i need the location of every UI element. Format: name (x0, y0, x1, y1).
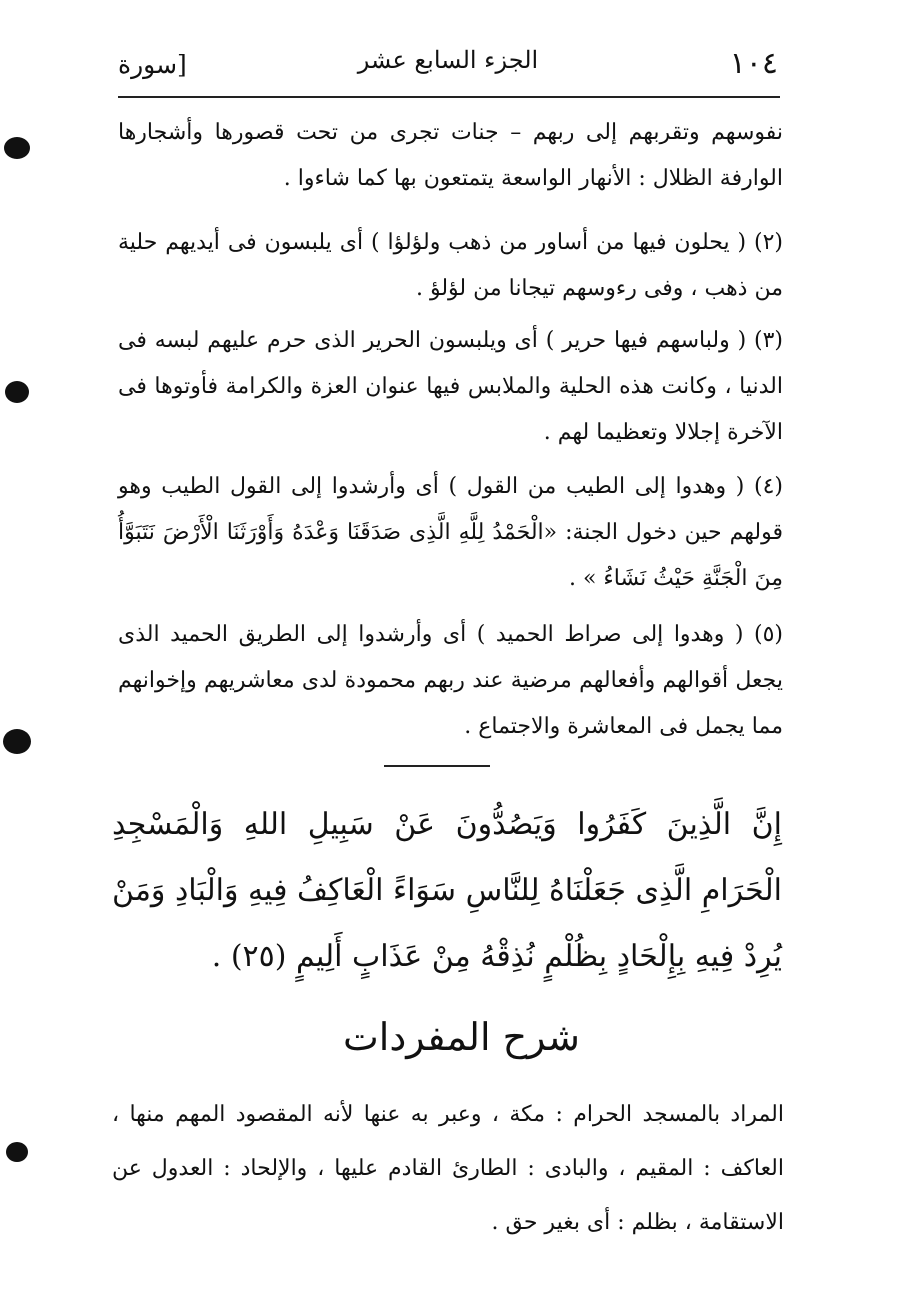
commentary-paragraph-5 (118, 612, 783, 750)
margin-ink-blot (3, 729, 31, 754)
paragraph-text: (٢) ( يحلون فيها من أساور من ذهب ولؤلؤا ) أى يلبسون فى أيديهم حلية من ذهب ، وفى رءوسهم تيجانا من لؤلؤ . (118, 230, 783, 301)
paragraph-text: (٤) ( وهدوا إلى الطيب من القول ) أى وأرشدوا إلى القول الطيب وهو قولهم حين دخول الجنة: «الْحَمْدُ لِلَّهِ الَّذِى صَدَقَنَا وَعْدَهُ وَأَوْرَثَنَا الْأَرْضَ نَتَبَوَّأُ مِنَ الْجَنَّةِ حَيْثُ نَشَاءُ » . (118, 474, 783, 591)
quran-verse: إِنَّ الَّذِينَ كَفَرُوا وَيَصُدُّونَ عَنْ سَبِيلِ اللهِ وَالْمَسْجِدِ الْحَرَامِ الَّذِى جَعَلْنَاهُ لِلنَّاسِ سَوَاءً الْعَاكِفُ فِيهِ وَالْبَادِ وَمَنْ يُرِدْ فِيهِ بِإِلْحَادٍ بِظُلْمٍ نُذِقْهُ مِنْ عَذَابٍ أَلِيمٍ (٢٥) . (112, 807, 782, 974)
margin-ink-blot (5, 381, 29, 403)
surah-label: [سورة (118, 50, 187, 79)
paragraph-text: (٣) ( ولباسهم فيها حرير ) أى ويلبسون الحرير الذى حرم عليهم لبسه فى الدنيا ، وكانت هذه الحلية والملابس فيها عنوان العزة والكرامة فأوتوها فى الآخرة إجلالا وتعظيما لهم . (118, 328, 783, 445)
page-header (118, 40, 778, 96)
paragraph-text: (٥) ( وهدوا إلى صراط الحميد ) أى وأرشدوا إلى الطريق الحميد الذى يجعل أقوالهم وأفعالهم مرضية عند ربهم محمودة لدى معاشريهم وإخوانهم مما يجمل فى المعاشرة والاجتماع . (118, 622, 783, 739)
paragraph-text: نفوسهم وتقربهم إلى ربهم – جنات تجرى من تحت قصورها وأشجارها الوارفة الظلال : الأنهار الواسعة يتمتعون بها كما شاءوا . (118, 120, 783, 191)
margin-ink-blot (6, 1142, 28, 1162)
commentary-paragraph-3 (118, 318, 783, 456)
section-divider (384, 765, 490, 767)
commentary-paragraph-4 (118, 464, 783, 602)
section-title: شرح المفردات (343, 1015, 580, 1059)
commentary-paragraph-2 (118, 220, 783, 312)
commentary-paragraph-1 (118, 110, 783, 202)
running-title: الجزء السابع عشر (357, 46, 539, 74)
header-rule (118, 96, 780, 98)
page-number: ١٠٤ (729, 46, 778, 81)
margin-ink-blot (4, 137, 30, 159)
vocabulary-paragraph: المراد بالمسجد الحرام : مكة ، وعبر به عنها لأنه المقصود المهم منها ، العاكف : المقيم ، والبادى : الطارئ القادم عليها ، والإلحاد : العدول عن الاستقامة ، بظلم : أى بغير حق . (112, 1102, 784, 1235)
